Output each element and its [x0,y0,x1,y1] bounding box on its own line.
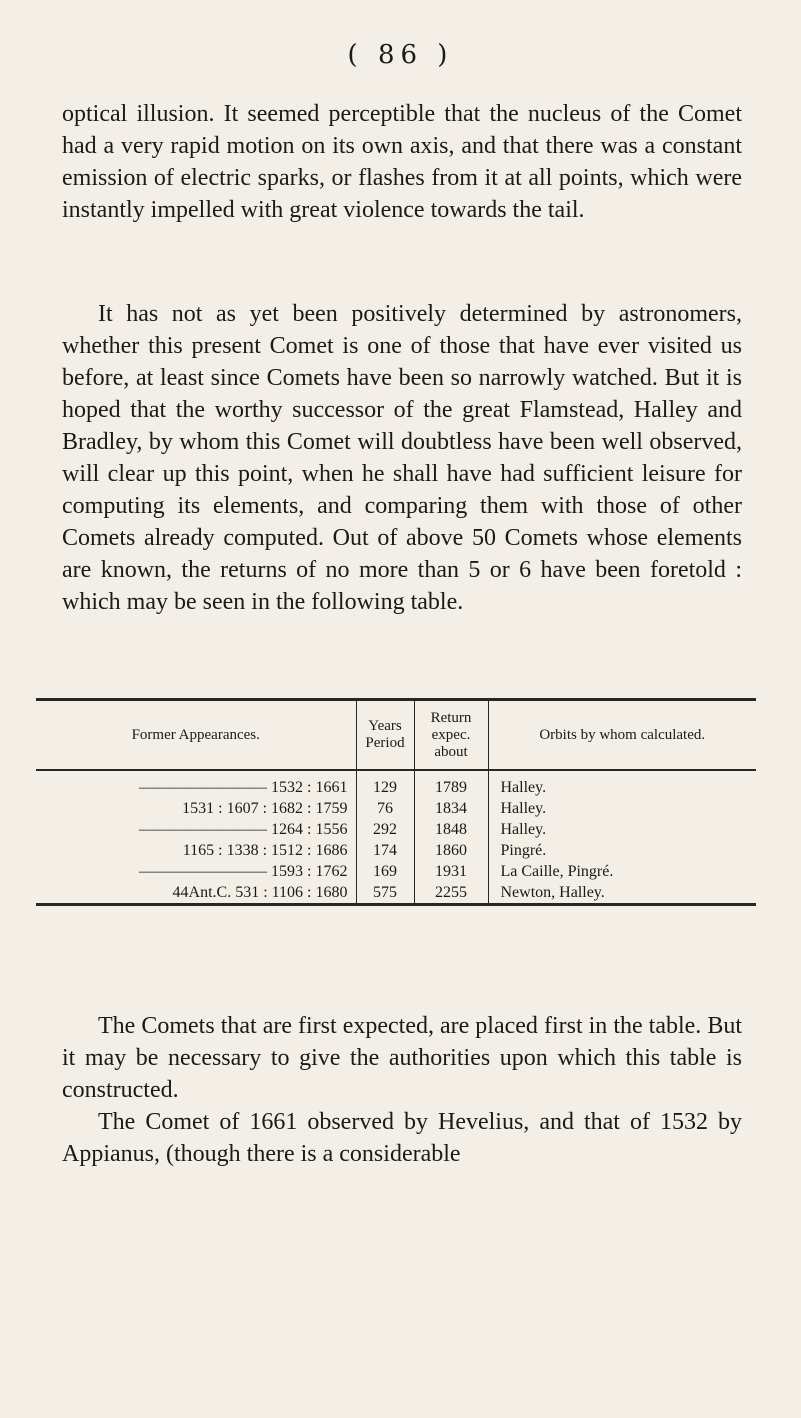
cell-period: 76 [356,798,414,819]
paragraph-comet-returns: It has not as yet been positively determined by astronomers, whether this present Comet is one of those that have ever visited us before, at least since Comets have been so narrowly watched. But it is hoped that the worthy successor of the great Flamstead, Halley and Bradley, by whom this Comet will doubtless have been well observed, will clear up this point, when he shall have had sufficient leisure for computing its elements, and comparing them with those of other Comets already computed. Out of above 50 Comets whose elements are known, the returns of no more than 5 or 6 have been foretold : which may be seen in the following table. [62,301,742,615]
table-row [36,819,756,840]
cell-return: 1848 [414,819,488,840]
cell-former: 44Ant.C. 531 : 1106 : 1680 [172,884,348,901]
page-number: ( 86 ) [347,40,454,70]
header-years-period: Years Period [356,701,414,770]
table-row [36,882,756,903]
table-row [36,840,756,861]
cell-return: 1834 [414,798,488,819]
paragraph-authorities [62,1010,742,1170]
paragraph-optical-illusion: optical illusion. It seemed perceptible that the nucleus of the Comet had a very rapid motion on its own axis, and that there was a constant emission of electric sparks, or flashes from it at all points, which were instantly impelled with great violence towards the tail. [62,101,742,223]
cell-orbit: Halley. [488,819,756,840]
cell-orbit: La Caille, Pingré. [488,861,756,882]
table-header-row [36,701,756,770]
cell-orbit: Halley. [488,770,756,798]
table-row [36,798,756,819]
comet-returns-table [36,698,756,906]
cell-return: 1789 [414,770,488,798]
cell-period: 129 [356,770,414,798]
cell-former: ———————— 1532 : 1661 [139,779,348,796]
cell-return: 1860 [414,840,488,861]
paragraph-table-order: The Comets that are first expected, are placed first in the table. But it may be necessary to give the authorities upon which this table is constructed. [62,1013,742,1103]
header-orbits-calculated-by: Orbits by whom calculated. [488,701,756,770]
cell-orbit: Pingré. [488,840,756,861]
table-row [36,770,756,798]
cell-former: 1165 : 1338 : 1512 : 1686 [182,842,348,859]
cell-period: 169 [356,861,414,882]
cell-former: ———————— 1264 : 1556 [139,821,348,838]
cell-orbit: Newton, Halley. [488,882,756,903]
cell-period: 174 [356,840,414,861]
header-return-expected: Return expec. about [414,701,488,770]
cell-return: 1931 [414,861,488,882]
cell-return: 2255 [414,882,488,903]
paragraph-comet-1661: The Comet of 1661 observed by Hevelius, and that of 1532 by Appianus, (though there is a considerable [62,1109,742,1167]
cell-orbit: Halley. [488,798,756,819]
cell-former: 1531 : 1607 : 1682 : 1759 [182,800,348,817]
cell-period: 575 [356,882,414,903]
table-row [36,861,756,882]
cell-period: 292 [356,819,414,840]
cell-former: ———————— 1593 : 1762 [139,863,348,880]
header-former-appearances: Former Appearances. [36,701,356,770]
